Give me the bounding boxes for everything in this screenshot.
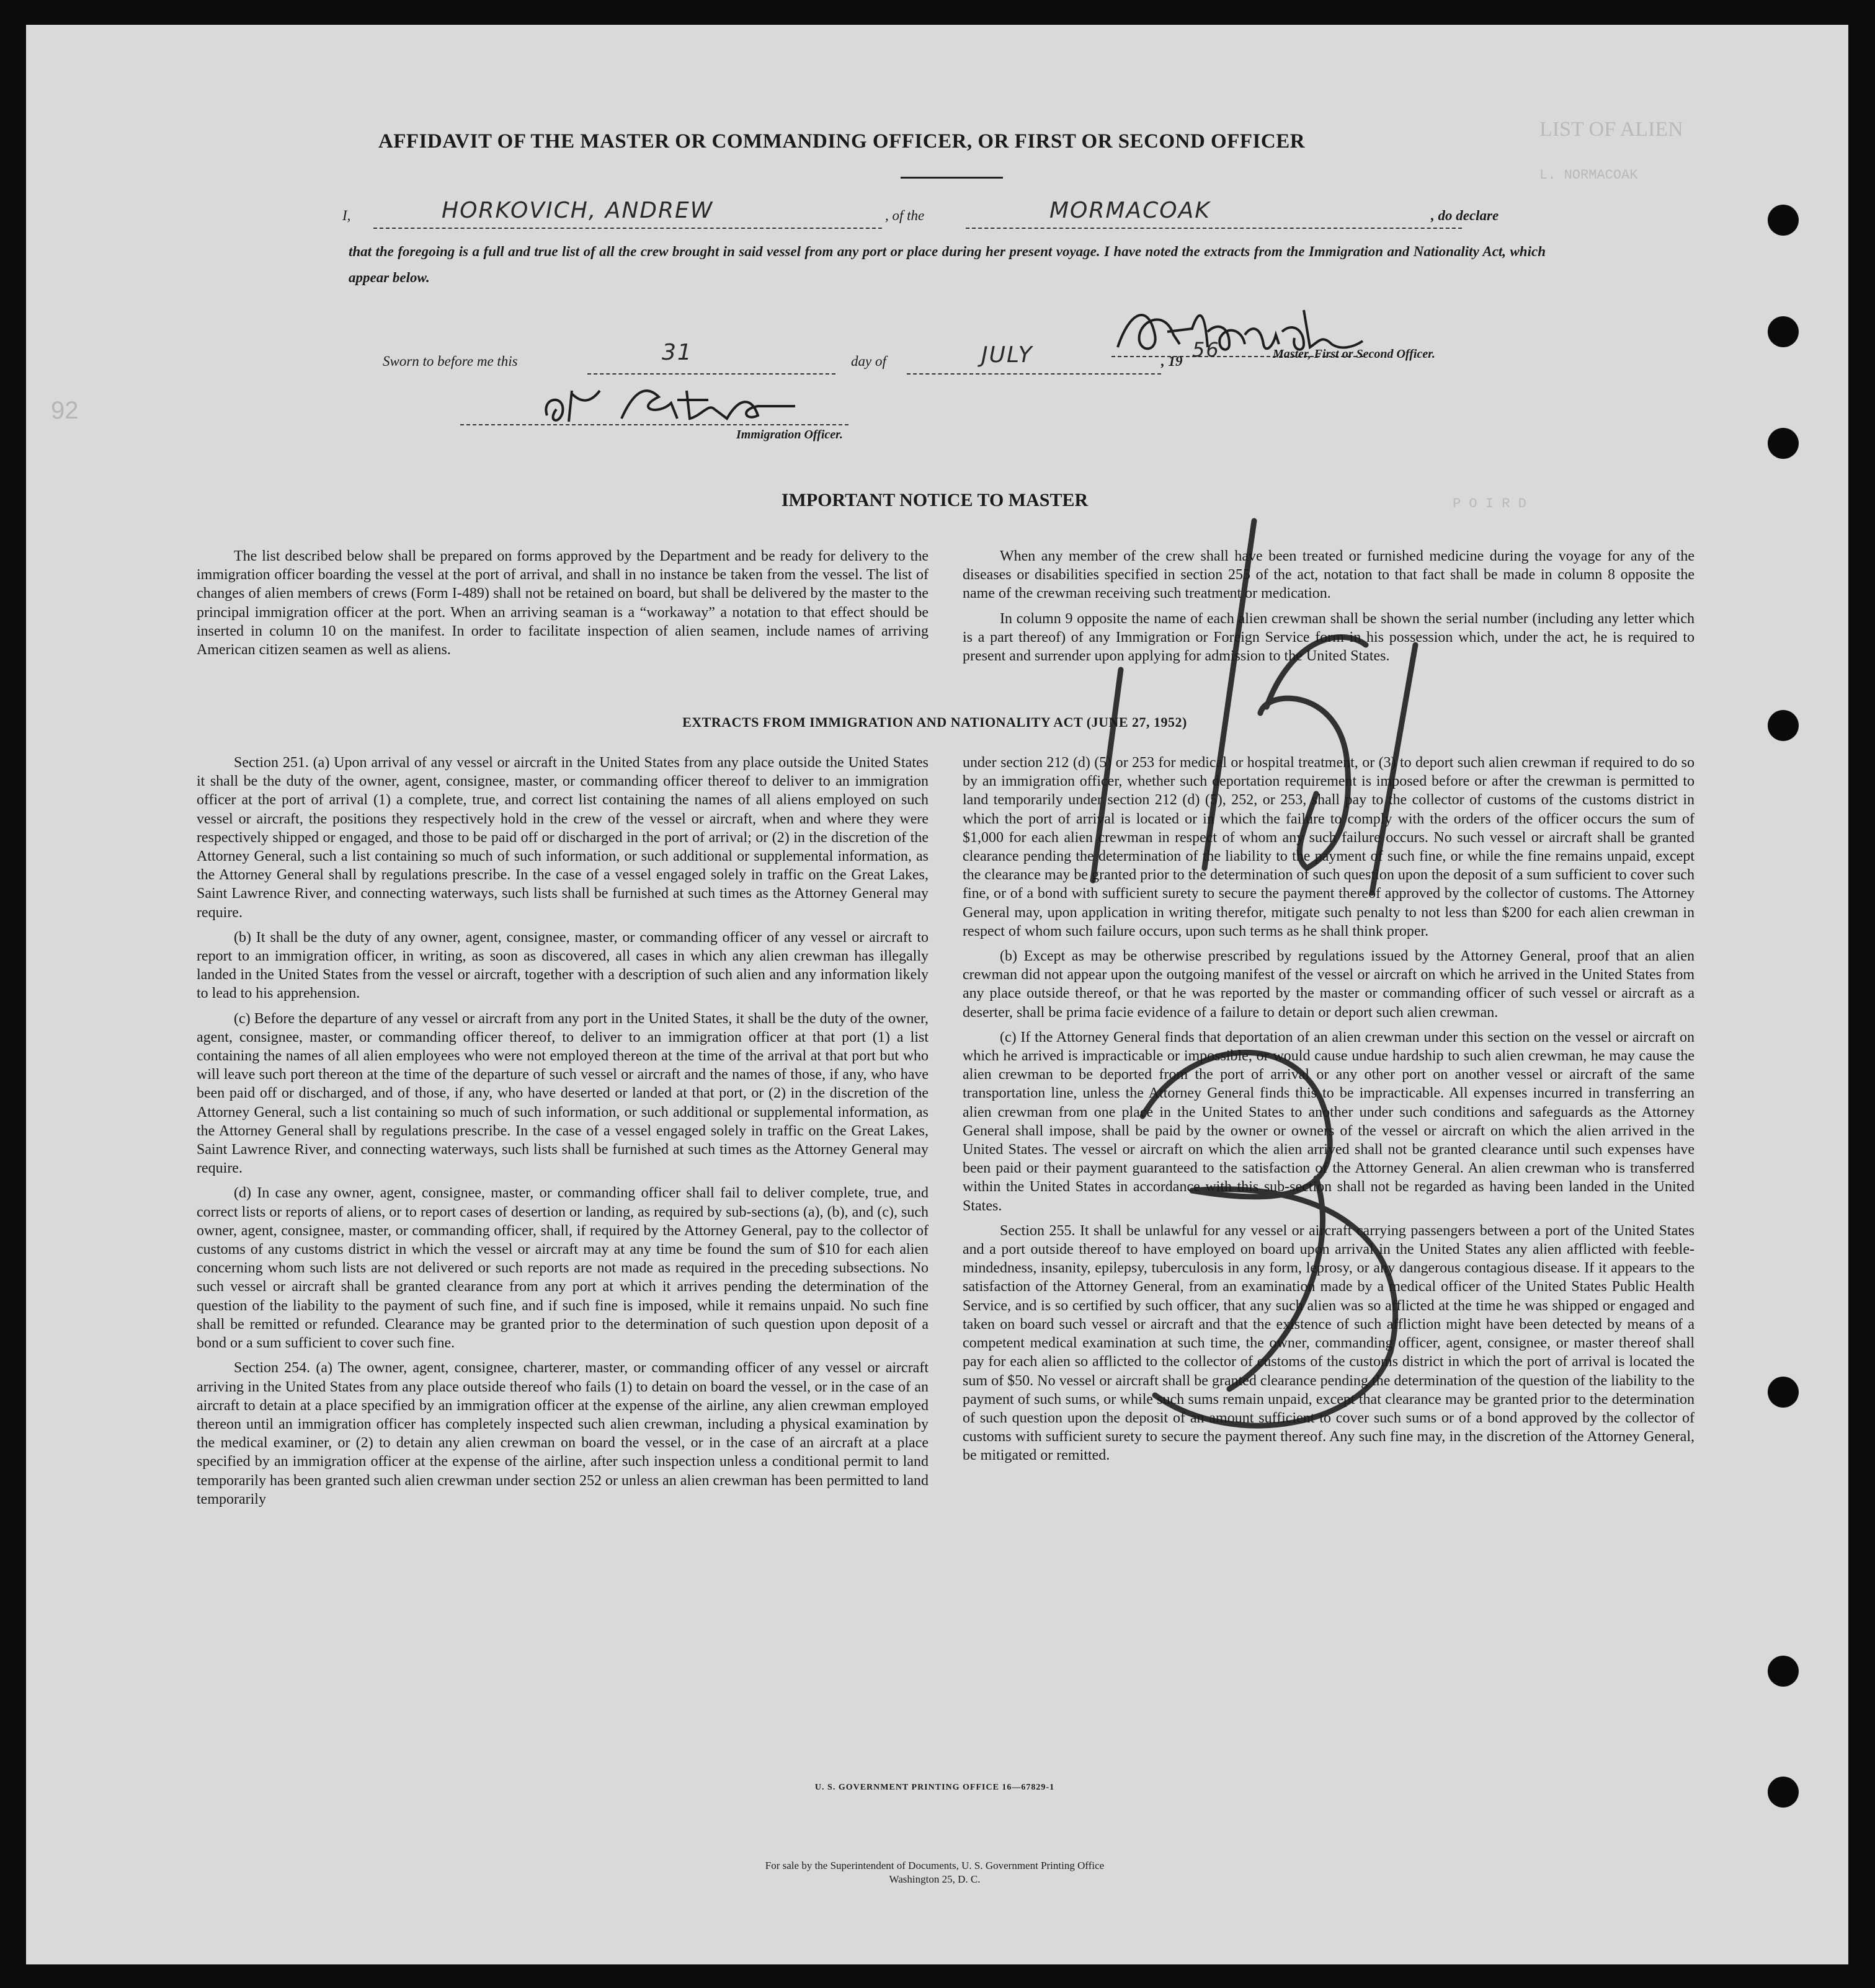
act-paragraph: (d) In case any owner, agent, consignee, master, or commanding officer shall fail to deliver complete, true, and correct lists or reports of aliens, or to report cases of desertion or landing, as required by sub-sections (a), (b), and (c), such owner, agent, consignee, master, or commanding officer, shall, if required by the Attorney General, pay to the collector of customs of any customs district in which the vessel or aircraft may at any time be found the sum of $10 for each alien concerning whom such lists are not delivered or such reports are not made as required in the preceding subsections. No such vessel or aircraft shall be granted clearance from any port at which it arrives pending the determination of the question of the liability to the payment of such fine, and if such fine is imposed, while it remains unpaid. No such fine shall be remitted or refunded. Clearance may be granted prior to the determination of such question upon deposit of a bond or a sum sufficient to cover such fine. <box>197 1185 929 1352</box>
notice-paragraph: The list described below shall be prepared on forms approved by the Department and be ready for delivery to the immigration officer boarding the vessel at the port of arrival, and shall in no instance be taken from the vessel. The list of changes of alien members of crews (Form I-489) shall not be retained on board, but shall be delivered by the master to the principal immigration officer at the port. When an arriving seaman is a “workaway” a notation to that effect should be inserted in column 10 on the manifest. In order to facilitate inspection of alien seamen, include names of arriving American citizen seamen as well as aliens. <box>197 548 929 659</box>
year-prefix: , 19 <box>1161 353 1183 369</box>
title-rule <box>901 177 1003 179</box>
do-declare-label: , do declare <box>1431 208 1499 223</box>
act-paragraph: Section 251. (a) Upon arrival of any vessel or aircraft in the United States from any place outside the United States it shall be the duty of the owner, agent, consignee, master, or commanding officer thereof to deliver to an immigration officer at the port of arrival (1) a complete, true, and correct list containing the names of all aliens employed on such vessel or aircraft, the positions they respectively hold in the crew of the vessel or aircraft, when and where they were respectively shipped or engaged, and those to be paid off or discharged in the port of arrival; or (2) in the discretion of the Attorney General, such a list containing so much of such information, or such additional or supplemental information, as the Attorney General shall by regulations prescribe. In the case of a vessel engaged solely in traffic on the Great Lakes, Saint Lawrence River, and connecting waterways, such lists shall be furnished at such times as the Attorney General may require. <box>197 755 929 921</box>
punch-hole <box>1768 1656 1799 1687</box>
extracts-left-column <box>197 753 929 1515</box>
act-paragraph: (c) If the Attorney General finds that deportation of an alien crewman under this section on the vessel or aircraft on which he arrived is impracticable or impossible, or would cause undue hardship to such alien crewman, he may cause the alien crewman to be deported from the port of arrival or any other port on another vessel or aircraft of the same transportation line, unless the Attorney General finds this to be impracticable. All expenses incurred in transferring an alien crewman from one place in the United States to another under such conditions and safeguards as the Attorney General shall impose, shall be paid by the owner or owners of the vessel or aircraft on which the alien arrived in the United States. The vessel or aircraft on which the alien arrived shall not be granted clearance until such expenses have been paid or their payment guaranteed to the satisfaction of the Attorney General. An alien crewman who is transferred within the United States in accordance with this sub-section shall not be regarded as having been landed in the United States. <box>963 1029 1695 1214</box>
handwritten-annotation <box>969 484 1589 1445</box>
day-field <box>587 340 835 375</box>
affidavit-title: AFFIDAVIT OF THE MASTER OR COMMANDING OFFICER, OR FIRST OR SECOND OFFICER <box>378 130 1306 153</box>
footer-line: For sale by the Superintendent of Documents, U. S. Government Printing Office <box>765 1860 1105 1871</box>
officer-name: HORKOVICH, ANDREW <box>442 198 714 223</box>
immigration-officer-signature <box>448 372 870 431</box>
act-paragraph: (b) It shall be the duty of any owner, agent, consignee, master, or commanding officer of any vessel or aircraft to report to an immigration officer, in writing, as soon as discovered, all cases in which any alien crewman has illegally landed in the United States from the vessel or aircraft, together with a description of such alien and any information likely to lead to his apprehension. <box>197 929 929 1002</box>
punch-hole <box>1768 205 1799 236</box>
notice-paragraph: In column 9 opposite the name of each alien crewman shall be shown the serial number (including any letter which is a part thereof) of any Immigration or Foreign Service form in his possession which, under the act, he is required to present and surrender upon applying for admission to the United States. <box>963 610 1695 665</box>
punch-hole <box>1768 1777 1799 1808</box>
footer-line: Washington 25, D. C. <box>889 1873 981 1885</box>
of-the-label: , of the <box>885 208 925 223</box>
extracts-heading: EXTRACTS FROM IMMIGRATION AND NATIONALITY ACT (JUNE 27, 1952) <box>682 714 1187 730</box>
notice-heading: IMPORTANT NOTICE TO MASTER <box>781 490 1089 510</box>
month-value: JULY <box>981 342 1033 368</box>
punch-hole <box>1768 428 1799 459</box>
i-label: I, <box>342 208 351 223</box>
vessel-name: MORMACOAK <box>1049 198 1211 223</box>
bleed-through-text: P O I R D <box>1453 496 1526 512</box>
act-paragraph: under section 212 (d) (5) or 253 for medical or hospital treatment, or (3) to deport such alien crewman if required to do so by an immigration officer, whether such deportation requirement is imposed before or after the crewman is permitted to land temporarily under section 212 (d) (5), 252, or 253, shall pay to the collector of customs of the customs district in which the port of arrival is located or in which the failure to comply with the orders of the officer occurs the sum of $1,000 for each alien crewman in respect of whom any such failure occurs. No such vessel or aircraft shall be granted clearance pending the determination of the liability to the payment of such fine, or while the fine remains unpaid, except the clearance may be granted prior to the determination of such question upon the deposit of a sum sufficient to cover such fine, or of a bond with sufficient surety to secure the payment thereof approved by the collector of customs. The Attorney General may, upon application in writing therefor, mitigate such penalty to not less than $200 for each alien crewman in respect of whom such failure occurs, upon such terms as he shall think proper. <box>963 755 1695 939</box>
month-field <box>907 342 1161 375</box>
affidavit-statement: that the foregoing is a full and true list of all the crew brought in said vessel from any port or place during her present voyage. I have noted the extracts from the Immigration and Nationality Act, which appear below. <box>349 244 1546 285</box>
notice-left-column <box>197 547 929 665</box>
margin-number: 92 <box>51 397 79 424</box>
act-paragraph: (b) Except as may be otherwise prescribed by regulations issued by the Attorney General, proof that an alien crewman did not appear upon the outgoing manifest of the vessel or aircraft on which he arrived in the United States from any place outside thereof, or that he was reported by the master or commanding officer of such vessel or aircraft as a deserter, shall be prima facie evidence of a failure to detain or deport such alien crewman. <box>963 948 1695 1021</box>
bleed-through-text: LIST OF ALIEN <box>1539 118 1683 141</box>
punch-hole <box>1768 710 1799 741</box>
notice-paragraph: When any member of the crew shall have been treated or furnished medicine during the voyage for any of the diseases or disabilities specified in section 255 of the act, notation to that fact shall be made in column 8 opposite the name of the crewman receiving such treatment or medication. <box>963 548 1695 602</box>
sworn-label: Sworn to before me this <box>383 353 518 369</box>
printing-office-line: U. S. GOVERNMENT PRINTING OFFICE 16—67829-1 <box>814 1783 1055 1792</box>
day-of-label: day of <box>851 353 886 369</box>
punch-hole <box>1768 1377 1799 1408</box>
crayon-marks <box>969 484 1589 1445</box>
year-value: 56 <box>1192 338 1220 362</box>
vessel-name-field <box>966 198 1462 229</box>
punch-hole <box>1768 316 1799 347</box>
act-paragraph: (c) Before the departure of any vessel or aircraft from any port in the United States, it shall be the duty of the owner, agent, consignee, master, or commanding officer thereof, to deliver to an immigration officer at that port (1) a list containing the names of all alien employees who were not employed thereon at the time of the arrival at that port but who will leave such port thereon at the time of the departure of such vessel or aircraft and the names of those, if any, who have been paid off or discharged, and of those, if any, who have deserted or landed at that port, or (2) in the discretion of the Attorney General, such a list containing so much of such information, or such additional or supplemental information, as the Attorney General shall by regulations prescribe. In the case of a vessel engaged solely in traffic on the Great Lakes, Saint Lawrence River, and connecting waterways, such lists shall be furnished at such times as the Attorney General may require. <box>197 1010 929 1177</box>
day-value: 31 <box>662 340 693 365</box>
act-paragraph: Section 255. It shall be unlawful for any vessel or aircraft carrying passengers between a port of the United States and a port outside thereof to have employed on board upon arrival in the United States any alien afflicted with feeble-mindedness, insanity, epilepsy, tuberculosis in any form, leprosy, or any dangerous contagious disease. If it appears to the satisfaction of the Attorney General, from an examination made by a medical officer of the United States Public Health Service, and is so certified by such officer, that any such alien was so afflicted at the time he was shipped or engaged and taken on board such vessel or aircraft and that the existence of such affliction might have been detected by means of a competent medical examination at such time, the owner, commanding officer, agent, consignee, or master thereof shall pay for each alien so afflicted to the collector of customs of the customs district in which the port of arrival is located the sum of $50. No vessel or aircraft shall be granted clearance pending the determination of the question of the liability to the payment of such sums, or while such sums remain unpaid, except that clearance may be granted prior to the determination of such question upon the deposit of an amount sufficient to cover such sums or of a bond approved by the collector of customs with sufficient surety to secure the payment thereof. Any such fine may, in the discretion of the Attorney General, be mitigated or remitted. <box>963 1222 1695 1464</box>
footer <box>439 1859 1431 1886</box>
act-paragraph: Section 254. (a) The owner, agent, consignee, charterer, master, or commanding officer of any vessel or aircraft arriving in the United States from any place outside thereof who fails (1) to detain on board the vessel, or in the case of an aircraft to detain at a place specified by an immigration officer at the expense of the airline, any alien crewman employed thereon until an immigration officer has completely inspected such alien crewman, including a physical examination by the medical examiner, or (2) to detain any alien crewman on board the vessel, or in the case of an aircraft at a place specified by an immigration officer at the expense of the airline, after such inspection unless a conditional permit to land temporarily has been granted such alien crewman under section 252 or unless an alien crewman has been permitted to land temporarily <box>197 1360 929 1507</box>
document-page <box>26 25 1848 1964</box>
officer-name-field <box>373 198 882 229</box>
master-caption: Master, First or Second Officer. <box>1273 347 1435 361</box>
officer-caption: Immigration Officer. <box>736 428 843 442</box>
bleed-through-text: L. NORMACOAK <box>1539 167 1638 183</box>
